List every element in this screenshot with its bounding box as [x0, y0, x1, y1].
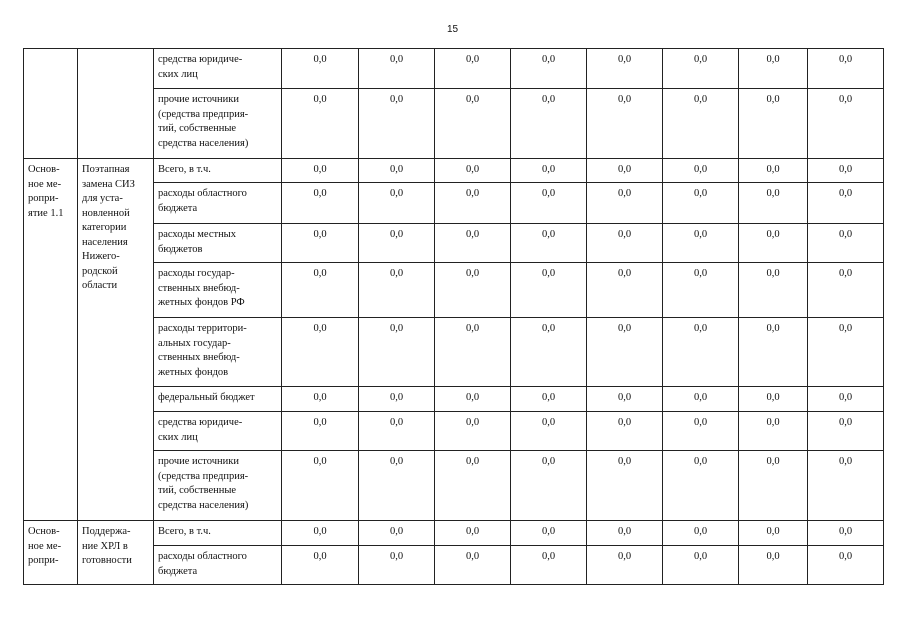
measure-type-cell: Основ- ное ме- ропри- ятие 1.1	[24, 159, 78, 521]
table-body	[24, 49, 884, 585]
amount-cell: 0,0	[808, 49, 884, 89]
amount-cell: 0,0	[739, 183, 808, 224]
amount-cell: 0,0	[359, 387, 435, 412]
amount-cell: 0,0	[587, 263, 663, 318]
amount-cell: 0,0	[739, 412, 808, 451]
amount-cell: 0,0	[663, 183, 739, 224]
amount-cell: 0,0	[435, 387, 511, 412]
amount-cell: 0,0	[663, 224, 739, 263]
amount-cell: 0,0	[587, 521, 663, 546]
amount-cell: 0,0	[739, 159, 808, 183]
funding-source-cell: расходы областного бюджета	[154, 183, 282, 224]
measure-type-cell	[24, 49, 78, 159]
amount-cell: 0,0	[282, 89, 359, 159]
amount-cell: 0,0	[808, 224, 884, 263]
amount-cell: 0,0	[663, 49, 739, 89]
amount-cell: 0,0	[511, 183, 587, 224]
funding-source-cell: средства юридиче- ских лиц	[154, 412, 282, 451]
amount-cell: 0,0	[435, 412, 511, 451]
measure-name-cell	[78, 49, 154, 159]
amount-cell: 0,0	[663, 412, 739, 451]
measure-name-cell: Поддержа- ние ХРЛ в готовности	[78, 521, 154, 585]
amount-cell: 0,0	[808, 263, 884, 318]
amount-cell: 0,0	[435, 49, 511, 89]
amount-cell: 0,0	[587, 451, 663, 521]
amount-cell: 0,0	[511, 451, 587, 521]
funding-source-cell: средства юридиче- ских лиц	[154, 49, 282, 89]
amount-cell: 0,0	[587, 159, 663, 183]
amount-cell: 0,0	[808, 521, 884, 546]
amount-cell: 0,0	[435, 546, 511, 585]
funding-source-cell: расходы территори- альных государ- ственных внебюд- жетных фондов	[154, 318, 282, 387]
amount-cell: 0,0	[282, 521, 359, 546]
funding-source-cell: расходы местных бюджетов	[154, 224, 282, 263]
amount-cell: 0,0	[808, 318, 884, 387]
amount-cell: 0,0	[511, 318, 587, 387]
amount-cell: 0,0	[359, 521, 435, 546]
amount-cell: 0,0	[359, 49, 435, 89]
amount-cell: 0,0	[739, 263, 808, 318]
amount-cell: 0,0	[511, 49, 587, 89]
measure-type-cell: Основ- ное ме- ропри-	[24, 521, 78, 585]
funding-source-cell: Всего, в т.ч.	[154, 521, 282, 546]
amount-cell: 0,0	[282, 49, 359, 89]
amount-cell: 0,0	[808, 412, 884, 451]
amount-cell: 0,0	[739, 521, 808, 546]
amount-cell: 0,0	[282, 159, 359, 183]
amount-cell: 0,0	[359, 224, 435, 263]
amount-cell: 0,0	[808, 89, 884, 159]
amount-cell: 0,0	[435, 89, 511, 159]
amount-cell: 0,0	[808, 159, 884, 183]
amount-cell: 0,0	[435, 521, 511, 546]
amount-cell: 0,0	[739, 546, 808, 585]
funding-source-cell: расходы государ- ственных внебюд- жетных фондов РФ	[154, 263, 282, 318]
amount-cell: 0,0	[282, 224, 359, 263]
amount-cell: 0,0	[663, 546, 739, 585]
amount-cell: 0,0	[435, 183, 511, 224]
amount-cell: 0,0	[359, 263, 435, 318]
funding-source-cell: Всего, в т.ч.	[154, 159, 282, 183]
amount-cell: 0,0	[808, 546, 884, 585]
amount-cell: 0,0	[511, 263, 587, 318]
measure-name-cell: Поэтапная замена СИЗ для уста- новленной категории населения Нижего- родской области	[78, 159, 154, 521]
amount-cell: 0,0	[282, 546, 359, 585]
amount-cell: 0,0	[663, 387, 739, 412]
funding-source-cell: расходы областного бюджета	[154, 546, 282, 585]
amount-cell: 0,0	[739, 224, 808, 263]
amount-cell: 0,0	[282, 387, 359, 412]
amount-cell: 0,0	[739, 387, 808, 412]
amount-cell: 0,0	[511, 521, 587, 546]
amount-cell: 0,0	[359, 183, 435, 224]
amount-cell: 0,0	[511, 224, 587, 263]
amount-cell: 0,0	[359, 318, 435, 387]
amount-cell: 0,0	[663, 318, 739, 387]
amount-cell: 0,0	[511, 159, 587, 183]
amount-cell: 0,0	[511, 546, 587, 585]
amount-cell: 0,0	[739, 89, 808, 159]
amount-cell: 0,0	[359, 412, 435, 451]
amount-cell: 0,0	[359, 159, 435, 183]
amount-cell: 0,0	[282, 412, 359, 451]
amount-cell: 0,0	[808, 387, 884, 412]
amount-cell: 0,0	[587, 49, 663, 89]
amount-cell: 0,0	[359, 89, 435, 159]
table-row	[24, 521, 884, 546]
amount-cell: 0,0	[587, 546, 663, 585]
amount-cell: 0,0	[663, 89, 739, 159]
amount-cell: 0,0	[808, 183, 884, 224]
amount-cell: 0,0	[587, 89, 663, 159]
amount-cell: 0,0	[282, 183, 359, 224]
amount-cell: 0,0	[587, 183, 663, 224]
funding-table	[23, 48, 884, 585]
amount-cell: 0,0	[587, 412, 663, 451]
amount-cell: 0,0	[511, 387, 587, 412]
amount-cell: 0,0	[511, 412, 587, 451]
amount-cell: 0,0	[435, 159, 511, 183]
amount-cell: 0,0	[435, 451, 511, 521]
amount-cell: 0,0	[587, 318, 663, 387]
amount-cell: 0,0	[587, 224, 663, 263]
amount-cell: 0,0	[435, 224, 511, 263]
amount-cell: 0,0	[587, 387, 663, 412]
amount-cell: 0,0	[808, 451, 884, 521]
amount-cell: 0,0	[663, 263, 739, 318]
amount-cell: 0,0	[739, 318, 808, 387]
amount-cell: 0,0	[739, 49, 808, 89]
table-row	[24, 159, 884, 183]
amount-cell: 0,0	[663, 451, 739, 521]
amount-cell: 0,0	[511, 89, 587, 159]
amount-cell: 0,0	[282, 318, 359, 387]
funding-source-cell: федеральный бюджет	[154, 387, 282, 412]
amount-cell: 0,0	[663, 159, 739, 183]
amount-cell: 0,0	[435, 318, 511, 387]
amount-cell: 0,0	[739, 451, 808, 521]
amount-cell: 0,0	[282, 263, 359, 318]
amount-cell: 0,0	[359, 546, 435, 585]
page-number: 15	[446, 24, 459, 35]
amount-cell: 0,0	[435, 263, 511, 318]
funding-source-cell: прочие источники (средства предприя- тий, собственные средства населения)	[154, 89, 282, 159]
amount-cell: 0,0	[359, 451, 435, 521]
amount-cell: 0,0	[282, 451, 359, 521]
table-row	[24, 49, 884, 89]
funding-source-cell: прочие источники (средства предприя- тий, собственные средства населения)	[154, 451, 282, 521]
amount-cell: 0,0	[663, 521, 739, 546]
